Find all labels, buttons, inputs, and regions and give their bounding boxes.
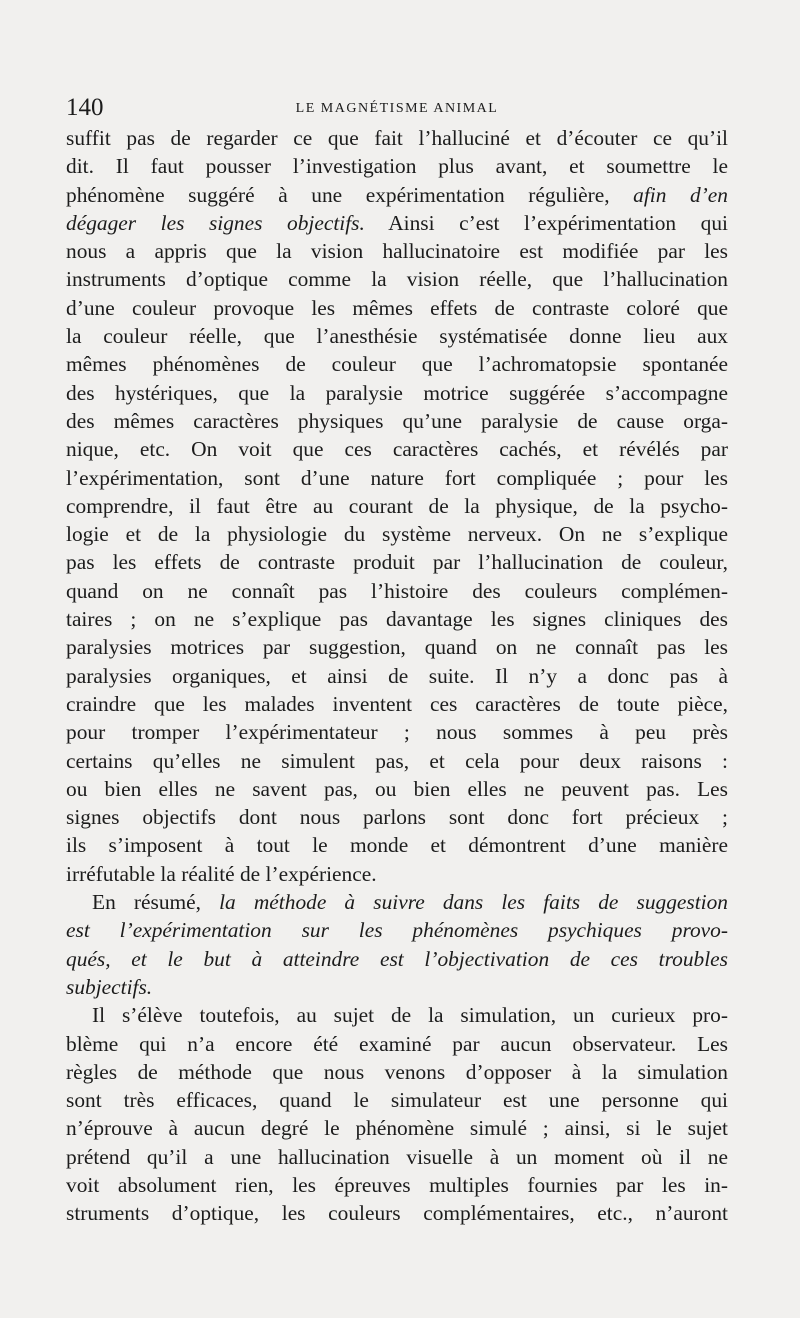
text-line bbox=[66, 1114, 728, 1142]
text-segment: quand on ne connaît pas l’histoire des couleurs complémen- bbox=[66, 578, 728, 603]
text-segment: Il s’élève toutefois, au sujet de la simulation, un curieux pro- bbox=[92, 1003, 728, 1028]
text-segment: instruments d’optique comme la vision réelle, que l’hallucination bbox=[66, 267, 728, 292]
text-segment: pour tromper l’expérimentateur ; nous sommes à peu près bbox=[66, 720, 728, 745]
text-segment: nous a appris que la vision hallucinatoire est modifiée par les bbox=[66, 239, 728, 264]
text-line bbox=[66, 662, 728, 690]
italic-text-segment: afin d’en bbox=[633, 182, 728, 207]
text-line bbox=[66, 548, 728, 576]
text-line bbox=[66, 152, 728, 180]
text-line bbox=[66, 973, 728, 1001]
text-segment: pas les effets de contraste produit par l’hallucination de couleur, bbox=[66, 550, 728, 575]
text-line bbox=[66, 379, 728, 407]
page-header bbox=[66, 92, 728, 124]
text-segment: mêmes phénomènes de couleur que l’achromatopsie spontanée bbox=[66, 352, 728, 377]
text-line bbox=[66, 1030, 728, 1058]
text-segment: des mêmes caractères physiques qu’une paralysie de cause orga- bbox=[66, 408, 728, 433]
text-line bbox=[66, 1199, 728, 1227]
text-segment: paralysies motrices par suggestion, quand on ne connaît pas les bbox=[66, 635, 728, 660]
text-line bbox=[66, 605, 728, 633]
text-line bbox=[66, 888, 728, 916]
text-segment: l’expérimentation, sont d’une nature fort compliquée ; pour les bbox=[66, 465, 728, 490]
page-number: 140 bbox=[66, 94, 104, 121]
text-line bbox=[66, 747, 728, 775]
text-line bbox=[66, 690, 728, 718]
text-line bbox=[66, 1058, 728, 1086]
text-segment: prétend qu’il a une hallucination visuelle à un moment où il ne bbox=[66, 1144, 728, 1169]
text-segment: voit absolument rien, les épreuves multiples fournies par les in- bbox=[66, 1172, 728, 1197]
text-line bbox=[66, 916, 728, 944]
text-segment: Ainsi c’est l’expérimentation qui bbox=[364, 210, 728, 235]
text-line bbox=[66, 350, 728, 378]
text-line bbox=[66, 577, 728, 605]
text-segment: comprendre, il faut être au courant de la physique, de la psycho- bbox=[66, 493, 728, 518]
text-line bbox=[66, 803, 728, 831]
text-line bbox=[66, 1143, 728, 1171]
text-segment: suffit pas de regarder ce que fait l’halluciné et d’écouter ce qu’il bbox=[66, 126, 728, 150]
text-segment: n’éprouve à aucun degré le phénomène simulé ; ainsi, si le sujet bbox=[66, 1116, 728, 1141]
text-segment: struments d’optique, les couleurs complémentaires, etc., n’auront bbox=[66, 1201, 728, 1226]
text-line bbox=[66, 860, 728, 888]
text-line bbox=[66, 1171, 728, 1199]
italic-text-segment: est l’expérimentation sur les phénomènes psychiques provo- bbox=[66, 918, 728, 943]
text-segment: ou bien elles ne savent pas, ou bien elles ne peuvent pas. Les bbox=[66, 776, 728, 801]
text-segment: ils s’imposent à tout le monde et démontrent d’une manière bbox=[66, 833, 728, 858]
italic-text-segment: dégager les signes objectifs. bbox=[66, 210, 365, 235]
text-segment: règles de méthode que nous venons d’opposer à la simulation bbox=[66, 1059, 728, 1084]
text-segment: sont très efficaces, quand le simulateur est une personne qui bbox=[66, 1088, 728, 1113]
text-segment: irréfutable la réalité de l’expérience. bbox=[66, 861, 377, 886]
body-text bbox=[66, 124, 728, 1228]
text-segment: la couleur réelle, que l’anesthésie systématisée donne lieu aux bbox=[66, 324, 728, 349]
text-segment: d’une couleur provoque les mêmes effets de contraste coloré que bbox=[66, 295, 728, 320]
text-line bbox=[66, 1001, 728, 1029]
italic-text-segment: qués, et le but à atteindre est l’objectivation de ces troubles bbox=[66, 946, 728, 971]
text-line bbox=[66, 407, 728, 435]
text-segment: signes objectifs dont nous parlons sont donc fort précieux ; bbox=[66, 805, 728, 830]
text-line bbox=[66, 322, 728, 350]
text-segment: des hystériques, que la paralysie motrice suggérée s’accompagne bbox=[66, 380, 728, 405]
text-segment: certains qu’elles ne simulent pas, et cela pour deux raisons : bbox=[66, 748, 728, 773]
text-line bbox=[66, 633, 728, 661]
text-segment: paralysies organiques, et ainsi de suite. Il n’y a donc pas à bbox=[66, 663, 728, 688]
text-line bbox=[66, 209, 728, 237]
text-segment: blème qui n’a encore été examiné par aucun observateur. Les bbox=[66, 1031, 728, 1056]
text-line bbox=[66, 520, 728, 548]
running-title: LE MAGNÉTISME ANIMAL bbox=[295, 101, 499, 116]
text-line bbox=[66, 124, 728, 152]
text-line bbox=[66, 265, 728, 293]
text-line bbox=[66, 294, 728, 322]
text-line bbox=[66, 831, 728, 859]
text-segment: dit. Il faut pousser l’investigation plus avant, et soumettre le bbox=[66, 154, 728, 179]
text-segment: En résumé, bbox=[92, 890, 220, 915]
text-line bbox=[66, 492, 728, 520]
text-line bbox=[66, 945, 728, 973]
italic-text-segment: la méthode à suivre dans les faits de suggestion bbox=[219, 890, 728, 915]
text-line bbox=[66, 718, 728, 746]
text-segment: nique, etc. On voit que ces caractères cachés, et révélés par bbox=[66, 437, 728, 462]
text-line bbox=[66, 1086, 728, 1114]
text-segment: logie et de la physiologie du système nerveux. On ne s’explique bbox=[66, 522, 728, 547]
text-line bbox=[66, 237, 728, 265]
text-segment: phénomène suggéré à une expérimentation régulière, bbox=[66, 182, 634, 207]
text-line bbox=[66, 435, 728, 463]
text-line bbox=[66, 181, 728, 209]
text-line bbox=[66, 775, 728, 803]
text-line bbox=[66, 464, 728, 492]
italic-text-segment: subjectifs. bbox=[66, 974, 153, 999]
text-segment: taires ; on ne s’explique pas davantage les signes cliniques des bbox=[66, 607, 728, 632]
text-segment: craindre que les malades inventent ces caractères de toute pièce, bbox=[66, 691, 728, 716]
